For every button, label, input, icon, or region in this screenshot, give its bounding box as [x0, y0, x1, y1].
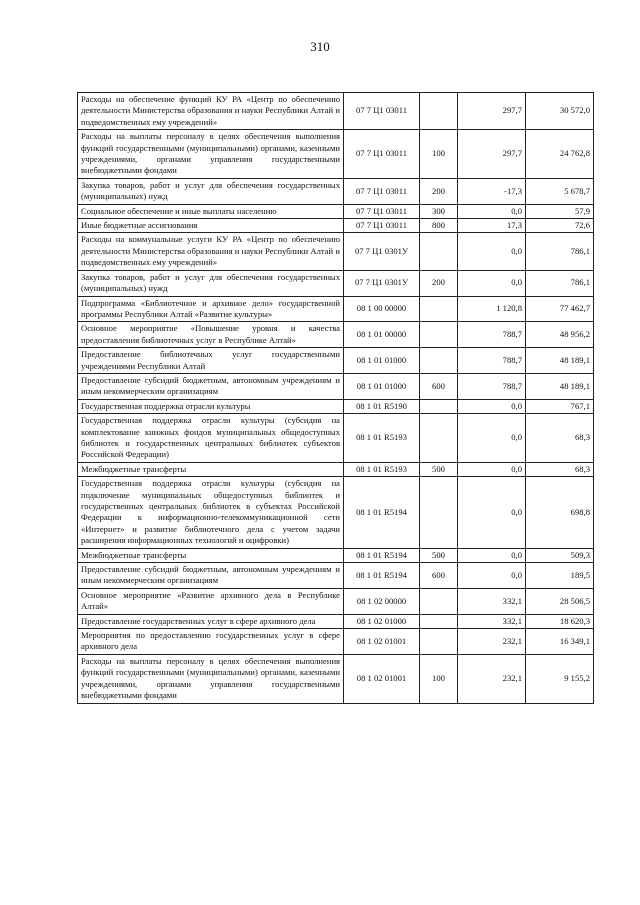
row-total-amount-cell: 767,1: [526, 399, 594, 413]
table-row: [78, 178, 594, 204]
row-expense-type-cell: 200: [420, 178, 458, 204]
row-code-cell: 08 1 01 00000: [344, 322, 420, 348]
row-total-amount-cell: 16 349,1: [526, 629, 594, 655]
row-change-amount-cell: 788,7: [458, 373, 526, 399]
page-number: 310: [310, 39, 330, 54]
row-total-amount-cell: 48 189,1: [526, 348, 594, 374]
row-expense-type-cell: [420, 477, 458, 548]
row-name-cell: Межбюджетные трансферты: [78, 548, 344, 562]
table-row: [78, 93, 594, 130]
row-change-amount-cell: 17,3: [458, 219, 526, 233]
row-name-cell: Предоставление субсидий бюджетным, автономным учреждениям и иным некоммерческим организациям: [78, 563, 344, 589]
row-name-cell: Закупка товаров, работ и услуг для обеспечения государственных (муниципальных) нужд: [78, 270, 344, 296]
row-code-cell: 07 7 Ц1 03011: [344, 178, 420, 204]
row-expense-type-cell: [420, 629, 458, 655]
budget-table-body: [78, 93, 594, 704]
row-change-amount-cell: 0,0: [458, 462, 526, 476]
row-code-cell: 08 1 00 00000: [344, 296, 420, 322]
row-code-cell: 08 1 01 R5193: [344, 414, 420, 463]
row-code-cell: 07 7 Ц1 03011: [344, 93, 420, 130]
row-name-cell: Расходы на выплаты персоналу в целях обеспечения выполнения функций государственными (муниципальными) органами, казенными учреждениями, органами управления государственными внебюджетными фондами: [78, 654, 344, 703]
row-total-amount-cell: 24 762,8: [526, 130, 594, 179]
row-total-amount-cell: 30 572,0: [526, 93, 594, 130]
row-change-amount-cell: -17,3: [458, 178, 526, 204]
row-name-cell: Межбюджетные трансферты: [78, 462, 344, 476]
row-expense-type-cell: 500: [420, 548, 458, 562]
row-code-cell: 08 1 01 R5193: [344, 462, 420, 476]
table-row: [78, 399, 594, 413]
row-expense-type-cell: 300: [420, 204, 458, 218]
row-name-cell: Расходы на коммунальные услуги КУ РА «Центр по обеспечению деятельности Министерства образования и науки Республики Алтай и подведомственных ему учреждений»: [78, 233, 344, 270]
row-code-cell: 08 1 02 00000: [344, 588, 420, 614]
table-row: [78, 614, 594, 628]
row-total-amount-cell: 72,6: [526, 219, 594, 233]
row-change-amount-cell: 0,0: [458, 204, 526, 218]
row-change-amount-cell: 1 120,8: [458, 296, 526, 322]
row-total-amount-cell: 786,1: [526, 233, 594, 270]
row-code-cell: 08 1 01 01000: [344, 373, 420, 399]
row-expense-type-cell: [420, 322, 458, 348]
row-expense-type-cell: [420, 348, 458, 374]
row-expense-type-cell: [420, 588, 458, 614]
row-total-amount-cell: 698,8: [526, 477, 594, 548]
table-row: [78, 548, 594, 562]
row-code-cell: 07 7 Ц1 0301У: [344, 270, 420, 296]
table-row: [78, 233, 594, 270]
row-change-amount-cell: 297,7: [458, 130, 526, 179]
row-change-amount-cell: 332,1: [458, 614, 526, 628]
row-expense-type-cell: [420, 414, 458, 463]
row-total-amount-cell: 28 506,5: [526, 588, 594, 614]
row-expense-type-cell: 500: [420, 462, 458, 476]
row-change-amount-cell: 297,7: [458, 93, 526, 130]
row-name-cell: Государственная поддержка отрасли культуры: [78, 399, 344, 413]
table-row: [78, 130, 594, 179]
table-row: [78, 373, 594, 399]
table-row: [78, 322, 594, 348]
row-name-cell: Подпрограмма «Библиотечное и архивное дело» государственной программы Республики Алтай «Развитие культуры»: [78, 296, 344, 322]
row-total-amount-cell: 189,5: [526, 563, 594, 589]
table-row: [78, 629, 594, 655]
row-name-cell: Мероприятия по предоставлению государственных услуг в сфере архивного дела: [78, 629, 344, 655]
row-expense-type-cell: [420, 93, 458, 130]
row-name-cell: Предоставление библиотечных услуг государственными учреждениями Республики Алтай: [78, 348, 344, 374]
row-code-cell: 08 1 01 R5194: [344, 477, 420, 548]
row-name-cell: Государственная поддержка отрасли культуры (субсидия на подключение муниципальных общедоступных библиотек и государственных центральных библиотек в субъектах Российской Федерации к информационно-телекоммуникационной сети «Интернет» и развитие библиотечного дела с учетом задачи расширения информационных технологий и оцифровки): [78, 477, 344, 548]
row-code-cell: 07 7 Ц1 0301У: [344, 233, 420, 270]
row-total-amount-cell: 5 678,7: [526, 178, 594, 204]
row-expense-type-cell: 600: [420, 563, 458, 589]
row-total-amount-cell: 509,3: [526, 548, 594, 562]
row-code-cell: 08 1 01 R5194: [344, 548, 420, 562]
row-change-amount-cell: 0,0: [458, 477, 526, 548]
row-expense-type-cell: 200: [420, 270, 458, 296]
row-name-cell: Иные бюджетные ассигнования: [78, 219, 344, 233]
row-expense-type-cell: 800: [420, 219, 458, 233]
row-name-cell: Закупка товаров, работ и услуг для обеспечения государственных (муниципальных) нужд: [78, 178, 344, 204]
row-total-amount-cell: 18 620,3: [526, 614, 594, 628]
row-change-amount-cell: 0,0: [458, 563, 526, 589]
row-total-amount-cell: 57,9: [526, 204, 594, 218]
row-change-amount-cell: 0,0: [458, 548, 526, 562]
row-code-cell: 08 1 01 01000: [344, 348, 420, 374]
row-code-cell: 07 7 Ц1 03011: [344, 204, 420, 218]
row-change-amount-cell: 0,0: [458, 233, 526, 270]
row-name-cell: Предоставление субсидий бюджетным, автономным учреждениям и иным некоммерческим организациям: [78, 373, 344, 399]
row-total-amount-cell: 68,3: [526, 462, 594, 476]
table-row: [78, 219, 594, 233]
row-expense-type-cell: [420, 233, 458, 270]
row-name-cell: Основное мероприятие «Развитие архивного дела в Республике Алтай»: [78, 588, 344, 614]
table-row: [78, 270, 594, 296]
table-row: [78, 462, 594, 476]
row-expense-type-cell: [420, 399, 458, 413]
row-code-cell: 07 7 Ц1 03011: [344, 219, 420, 233]
row-change-amount-cell: 0,0: [458, 399, 526, 413]
row-change-amount-cell: 788,7: [458, 348, 526, 374]
row-change-amount-cell: 0,0: [458, 414, 526, 463]
row-total-amount-cell: 786,1: [526, 270, 594, 296]
table-row: [78, 348, 594, 374]
row-total-amount-cell: 68,3: [526, 414, 594, 463]
row-expense-type-cell: [420, 296, 458, 322]
row-code-cell: 08 1 02 01000: [344, 614, 420, 628]
row-expense-type-cell: 600: [420, 373, 458, 399]
row-name-cell: Государственная поддержка отрасли культуры (субсидия на комплектование книжных фондов муниципальных общедоступных библиотек и государственных центральных библиотек субъектов Российской Федерации): [78, 414, 344, 463]
row-total-amount-cell: 9 155,2: [526, 654, 594, 703]
row-code-cell: 08 1 02 01001: [344, 629, 420, 655]
table-row: [78, 204, 594, 218]
table-row: [78, 654, 594, 703]
budget-table: [77, 92, 594, 704]
row-name-cell: Расходы на обеспечение функций КУ РА «Центр по обеспечению деятельности Министерства образования и науки Республики Алтай и подведомственных ему учреждений»: [78, 93, 344, 130]
row-change-amount-cell: 0,0: [458, 270, 526, 296]
row-name-cell: Предоставление государственных услуг в сфере архивного дела: [78, 614, 344, 628]
row-change-amount-cell: 232,1: [458, 629, 526, 655]
table-row: [78, 477, 594, 548]
row-expense-type-cell: [420, 614, 458, 628]
row-name-cell: Социальное обеспечение и иные выплаты населению: [78, 204, 344, 218]
row-code-cell: 07 7 Ц1 03011: [344, 130, 420, 179]
row-code-cell: 08 1 02 01001: [344, 654, 420, 703]
row-expense-type-cell: 100: [420, 130, 458, 179]
row-expense-type-cell: 100: [420, 654, 458, 703]
table-row: [78, 296, 594, 322]
row-change-amount-cell: 332,1: [458, 588, 526, 614]
row-total-amount-cell: 48 189,1: [526, 373, 594, 399]
row-change-amount-cell: 232,1: [458, 654, 526, 703]
row-total-amount-cell: 77 462,7: [526, 296, 594, 322]
row-total-amount-cell: 48 956,2: [526, 322, 594, 348]
row-code-cell: 08 1 01 R5194: [344, 563, 420, 589]
table-row: [78, 563, 594, 589]
table-row: [78, 414, 594, 463]
row-code-cell: 08 1 01 R5190: [344, 399, 420, 413]
row-name-cell: Расходы на выплаты персоналу в целях обеспечения выполнения функций государственными (муниципальными) органами, казенными учреждениями, органами управления государственными внебюджетными фондами: [78, 130, 344, 179]
row-change-amount-cell: 788,7: [458, 322, 526, 348]
row-name-cell: Основное мероприятие «Повышение уровня и качества предоставления библиотечных услуг в Республике Алтай»: [78, 322, 344, 348]
table-row: [78, 588, 594, 614]
